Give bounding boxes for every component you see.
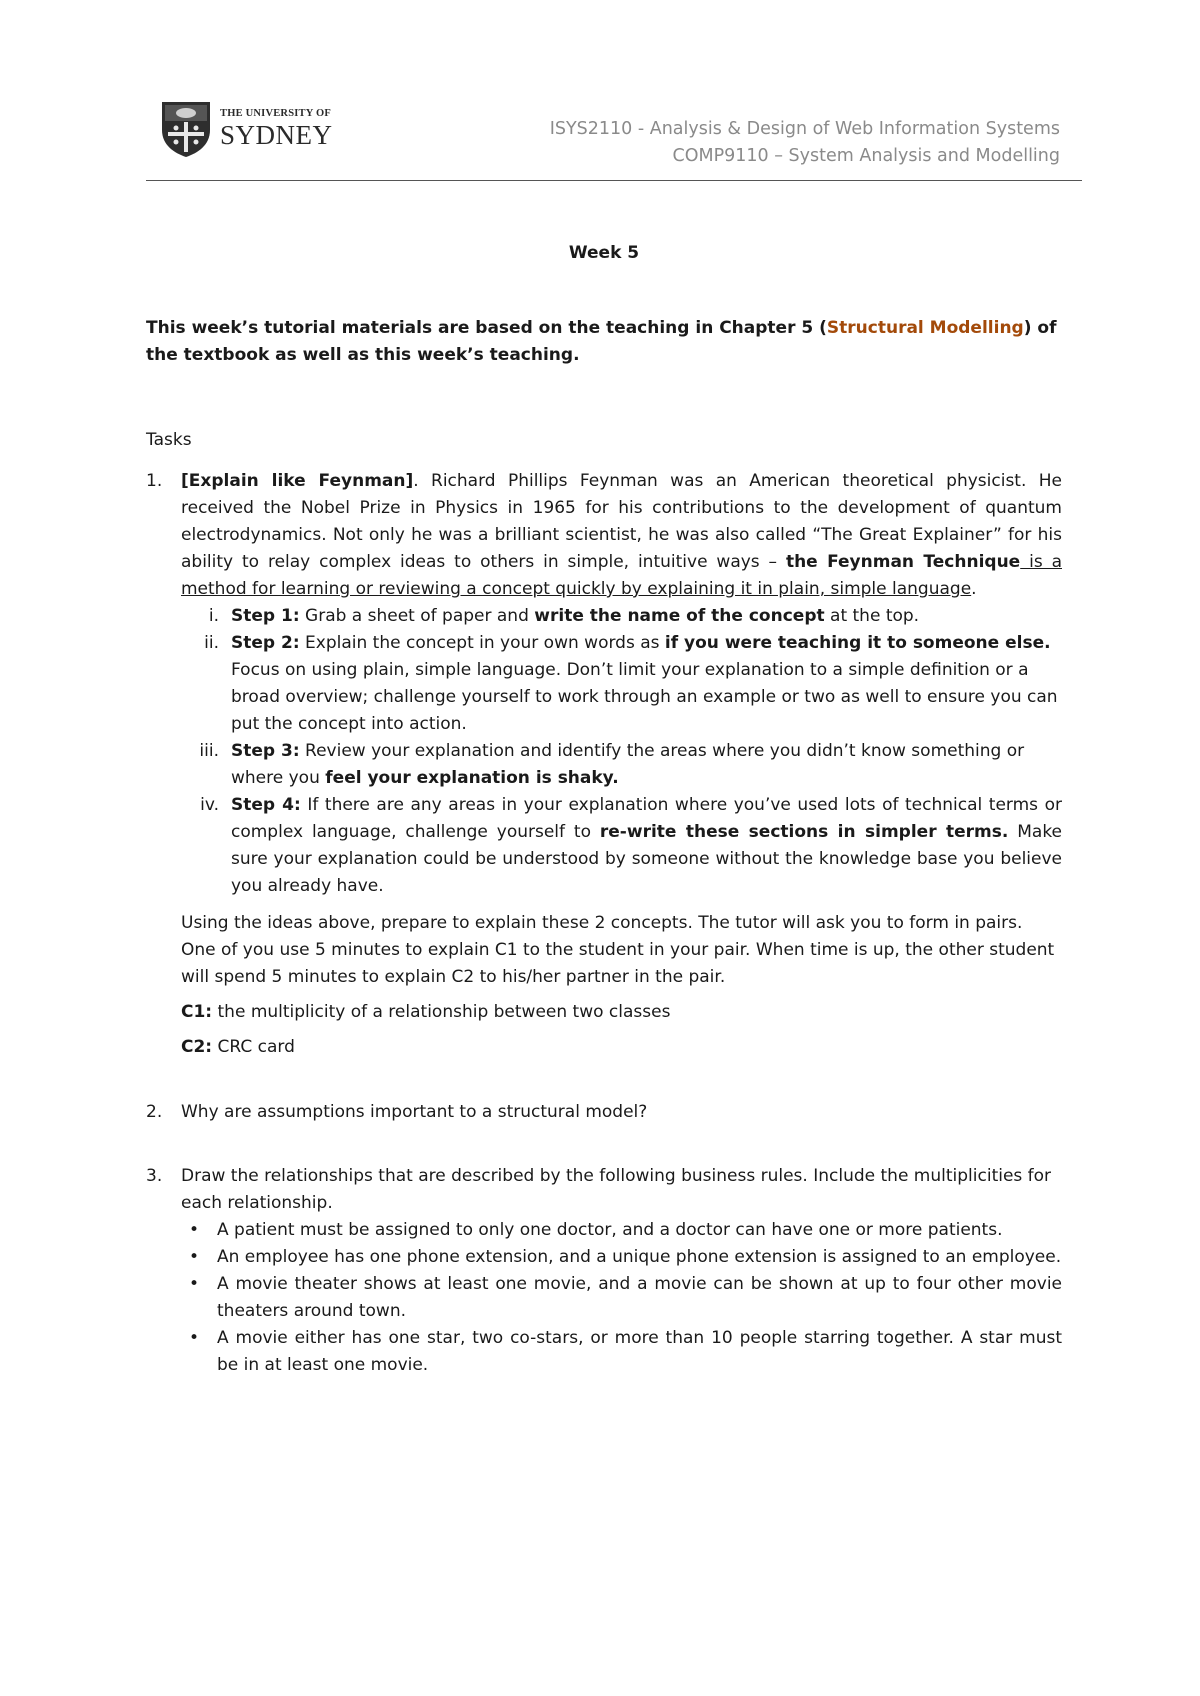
list-item [181, 1217, 1062, 1244]
tasks-heading: Tasks [146, 430, 192, 450]
step-numeral: iii. [199, 741, 219, 761]
list-item-text: A movie either has one star, two co-stars, or more than 10 people starring together. A star must be in at least one movie. [217, 1328, 1062, 1375]
step-numeral: ii. [204, 633, 219, 653]
step-numeral: i. [208, 606, 219, 626]
step-text: Review your explanation and identify the areas where you didn’t know something or where you [231, 741, 1025, 788]
concept-c2 [181, 1034, 1062, 1061]
feynman-technique-definition: is a method for learning or reviewing a concept quickly by explaining it in plain, simple language [181, 552, 1062, 599]
bullet-icon: • [189, 1328, 200, 1348]
step-label: Step 2: [231, 633, 300, 653]
concept-c1 [181, 999, 1062, 1026]
task-1-text: . Richard Phillips Feynman was an American theoretical physicist. He received the Nobel Prize in Physics in 1965 for his contributions to the development of quantum electrodynamics. Not only he was a brilliant scientist, he was also called “The Great Explainer” for his ability to relay complex ideas to others in simple, intuitive ways – [181, 471, 1062, 572]
course-header [550, 116, 1060, 170]
task-1-end: . [971, 579, 977, 599]
task-1-title: [Explain like Feynman] [181, 471, 414, 491]
step-3 [181, 738, 1062, 792]
course-title-2: COMP9110 – System Analysis and Modelling [672, 146, 1060, 166]
list-item-text: A movie theater shows at least one movie, and a movie can be shown at up to four other movie theaters around town. [217, 1274, 1062, 1321]
step-text: Explain the concept in your own words as [299, 633, 665, 653]
course-title-1: ISYS2110 - Analysis & Design of Web Information Systems [549, 119, 1060, 139]
list-item-text: An employee has one phone extension, and a unique phone extension is assigned to an employee. [217, 1247, 1062, 1267]
step-text: at the top. [824, 606, 920, 626]
university-logo [160, 100, 333, 158]
intro-text-b: ) of the textbook as well as this week’s teaching. [146, 318, 1057, 365]
step-label: Step 4: [231, 795, 301, 815]
concept-c2-label: C2: [181, 1037, 213, 1057]
task-1-paragraph [181, 468, 1062, 603]
logo-big-text: SYDNEY [220, 119, 333, 150]
intro-text-a: This week’s tutorial materials are based on the teaching in Chapter 5 ( [146, 318, 827, 338]
concept-c2-text: CRC card [212, 1037, 295, 1057]
task-number: 3. [146, 1166, 163, 1186]
step-1 [181, 603, 1062, 630]
list-item-text: A patient must be assigned to only one doctor, and a doctor can have one or more patients. [217, 1220, 1003, 1240]
task-1 [146, 468, 1062, 1061]
logo-small-text: THE UNIVERSITY OF [220, 108, 331, 120]
task-3 [146, 1163, 1062, 1379]
header-divider [146, 180, 1082, 181]
business-rules-list [181, 1217, 1062, 1379]
step-text: Grab a sheet of paper and [299, 606, 535, 626]
task-2 [146, 1099, 1062, 1126]
list-item [181, 1271, 1062, 1325]
task-1-instructions: Using the ideas above, prepare to explain these 2 concepts. The tutor will ask you to form in pairs. One of you use 5 minutes to explain C1 to the student in your pair. When time is up, the other student will spend 5 minutes to explain C2 to his/her partner in the pair. [181, 913, 1055, 987]
step-label: Step 3: [231, 741, 300, 761]
bullet-icon: • [189, 1247, 200, 1267]
list-item [181, 1325, 1062, 1379]
task-3-text: Draw the relationships that are described by the following business rules. Include the multiplicities for each relationship. [181, 1166, 1052, 1213]
step-text: Focus on using plain, simple language. Don’t limit your explanation to a simple definition or a broad overview; challenge yourself to work through an example or two as well to ensure you can put the concept into action. [231, 660, 1058, 734]
week-title: Week 5 [568, 243, 640, 263]
concept-c1-label: C1: [181, 1002, 213, 1022]
intro-paragraph [146, 315, 1062, 369]
step-emphasis: feel your explanation is shaky. [325, 768, 619, 788]
step-emphasis: if you were teaching it to someone else. [664, 633, 1051, 653]
step-4 [181, 792, 1062, 900]
concept-c1-text: the multiplicity of a relationship between two classes [212, 1002, 671, 1022]
task-2-text: Why are assumptions important to a structural model? [181, 1102, 648, 1122]
step-text: Make sure your explanation could be understood by someone without the knowledge base you believe you already have. [231, 822, 1063, 896]
bullet-icon: • [189, 1220, 200, 1240]
step-emphasis: re-write these sections in simpler terms. [599, 822, 1009, 842]
document-body [146, 240, 1062, 1379]
step-text: If there are any areas in your explanation where you’ve used lots of technical terms or complex language, challenge yourself to [231, 795, 1062, 842]
list-item [181, 1244, 1062, 1271]
intro-accent-text: Structural Modelling [826, 318, 1024, 338]
step-numeral: iv. [200, 795, 219, 815]
step-2 [181, 630, 1062, 738]
task-number: 1. [146, 471, 163, 491]
step-emphasis: write the name of the concept [534, 606, 825, 626]
university-crest-icon [160, 100, 212, 158]
step-label: Step 1: [231, 606, 300, 626]
task-number: 2. [146, 1102, 163, 1122]
feynman-technique-label: the Feynman Technique [785, 552, 1021, 572]
bullet-icon: • [189, 1274, 200, 1294]
